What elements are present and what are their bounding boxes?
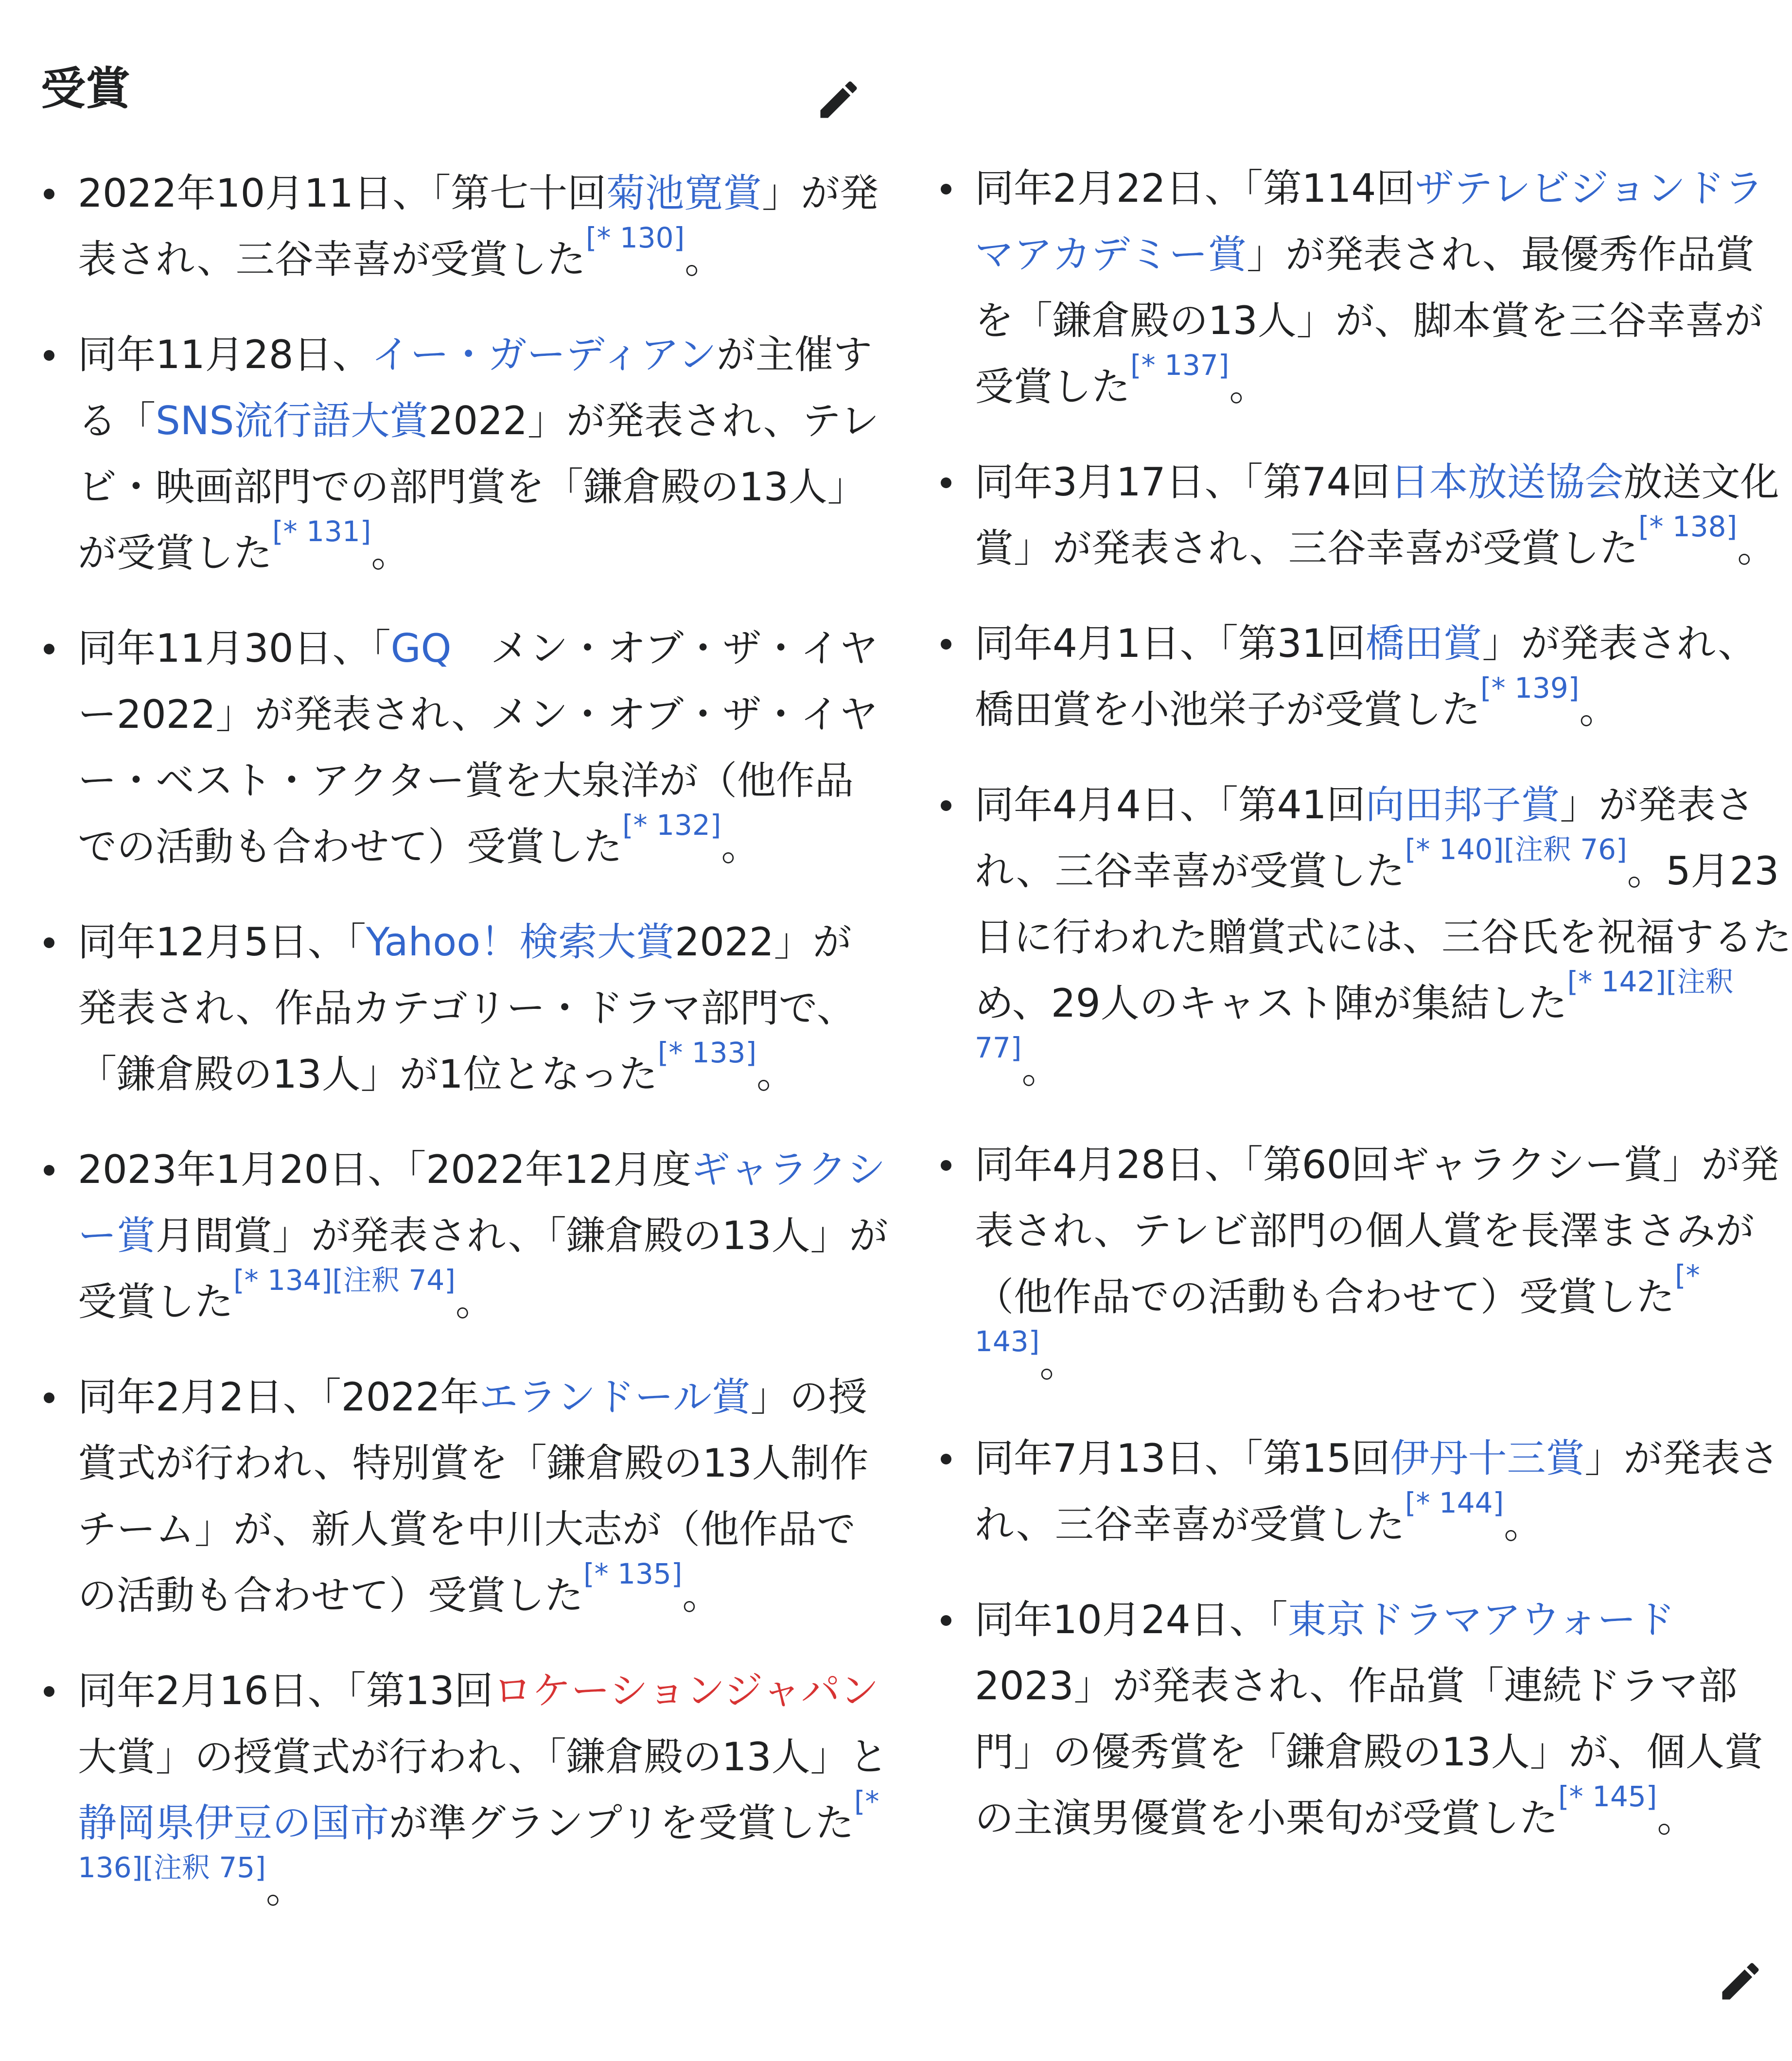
list-item: 同年12月5日、「Yahoo！検索大賞2022」が発表され、作品カテゴリー・ドラマ部門で、「鎌倉殿の13人」が1位となった[* 133]。	[0, 909, 890, 1108]
list-item: 2023年1月20日、「2022年12月度ギャラクシー賞月間賞」が発表され、「鎌倉殿の13人」が受賞した[* 134][注釈 74]。	[0, 1137, 890, 1335]
reference-link[interactable]: [* 134]	[233, 1263, 333, 1297]
link-izunokuni-city[interactable]: 静岡県伊豆の国市	[78, 1800, 389, 1846]
list-item: 同年7月13日、「第15回伊丹十三賞」が発表され、三谷幸喜が受賞した[* 144]。	[895, 1426, 1792, 1558]
pencil-icon[interactable]	[814, 75, 863, 124]
reference-link[interactable]: [* 133]	[657, 1036, 757, 1069]
reference-link[interactable]: [* 140]	[1405, 832, 1504, 866]
reference-link[interactable]: [* 138]	[1638, 510, 1738, 543]
link-sns-buzzword-award[interactable]: SNS流行語大賞	[156, 398, 429, 443]
reference-link[interactable]: [* 143]	[975, 1258, 1700, 1358]
link-television-drama-academy-award[interactable]: ザテレビジョンドラマアカデミー賞	[975, 166, 1764, 277]
list-item: 同年10月24日、「東京ドラマアウォード2023」が発表され、作品賞「連続ドラマ部門」の優秀賞を「鎌倉殿の13人」が、個人賞の主演男優賞を小栗旬が受賞した[* 145]。	[895, 1587, 1792, 1851]
note-link[interactable]: [注釈 75]	[142, 1850, 266, 1884]
list-item: 同年11月28日、イー・ガーディアンが主催する「SNS流行語大賞2022」が発表され、テレビ・映画部門での部門賞を「鎌倉殿の13人」が受賞した[* 131]。	[0, 322, 890, 586]
awards-list-right	[895, 156, 1792, 1881]
list-item: 同年4月28日、「第60回ギャラクシー賞」が発表され、テレビ部門の個人賞を長澤まさみが（他作品での活動も合わせて）受賞した[* 143]。	[895, 1132, 1792, 1396]
link-itami-juzo-award[interactable]: 伊丹十三賞	[1390, 1436, 1585, 1481]
list-item: 同年4月1日、「第31回橋田賞」が発表され、橋田賞を小池栄子が受賞した[* 139]。	[895, 611, 1792, 743]
list-item: 同年11月30日、「GQ メン・オブ・ザ・イヤー2022」が発表され、メン・オブ・ザ・イヤー・ベスト・アクター賞を大泉洋が（他作品での活動も合わせて）受賞した[* 132]。	[0, 616, 890, 880]
reference-link[interactable]: [* 131]	[272, 514, 371, 548]
link-mukoda-kuniko-award[interactable]: 向田邦子賞	[1365, 782, 1560, 828]
note-link[interactable]: [注釈 76]	[1504, 832, 1627, 866]
reference-link[interactable]: [* 132]	[622, 808, 721, 842]
reference-link[interactable]: [* 135]	[583, 1557, 683, 1590]
list-item: 同年3月17日、「第74回日本放送協会放送文化賞」が発表され、三谷幸喜が受賞した[* 138]。	[895, 449, 1792, 581]
list-item: 同年4月4日、「第41回向田邦子賞」が発表され、三谷幸喜が受賞した[* 140][注釈 76]。5月23日に行われた贈賞式には、三谷氏を祝福するため、29人のキャスト陣が集結した[* 142][注釈 77]。	[895, 772, 1792, 1103]
link-e-guardian[interactable]: イー・ガーディアン	[371, 332, 717, 377]
link-kikuchi-kan-prize[interactable]: 菊池寛賞	[606, 171, 762, 216]
reference-link[interactable]: [* 130]	[585, 221, 685, 254]
reference-link[interactable]: [* 136]	[78, 1784, 879, 1884]
pencil-icon[interactable]	[1716, 1957, 1765, 2006]
reference-link[interactable]: [* 142]	[1567, 965, 1667, 998]
link-yahoo-search-award[interactable]: Yahoo！検索大賞	[366, 919, 675, 965]
reference-link[interactable]: [* 139]	[1480, 671, 1580, 705]
link-hashida-award[interactable]: 橋田賞	[1365, 621, 1482, 666]
note-link[interactable]: [注釈 74]	[332, 1263, 456, 1297]
reference-link[interactable]: [* 144]	[1405, 1486, 1504, 1519]
link-nhk[interactable]: 日本放送協会	[1390, 459, 1624, 505]
link-gq[interactable]: GQ	[390, 626, 452, 671]
list-item: 2022年10月11日、「第七十回菊池寛賞」が発表され、三谷幸喜が受賞した[* 130]。	[0, 160, 890, 293]
link-galaxy-award[interactable]: ギャラクシー賞	[78, 1147, 886, 1258]
list-item: 同年2月2日、「2022年エランドール賞」の授賞式が行われ、特別賞を「鎌倉殿の13人制作チーム」が、新人賞を中川大志が（他作品での活動も合わせて）受賞した[* 135]。	[0, 1364, 890, 1629]
redlink-location-japan[interactable]: ロケーションジャパン	[493, 1668, 879, 1713]
link-tokyo-drama-award[interactable]: 東京ドラマアウォード	[1287, 1597, 1675, 1642]
reference-link[interactable]: [* 145]	[1558, 1779, 1657, 1813]
reference-link[interactable]: [* 137]	[1130, 348, 1230, 382]
list-item: 同年2月16日、「第13回ロケーションジャパン大賞」の授賞式が行われ、「鎌倉殿の13人」と静岡県伊豆の国市が準グランプリを受賞した[* 136][注釈 75]。	[0, 1658, 890, 1922]
note-link[interactable]: [注釈 77]	[975, 965, 1734, 1064]
link-elan-dor-award[interactable]: エランドール賞	[479, 1374, 751, 1420]
list-item: 同年2月22日、「第114回ザテレビジョンドラマアカデミー賞」が発表され、最優秀作品賞を「鎌倉殿の13人」が、脚本賞を三谷幸喜が受賞した[* 137]。	[895, 156, 1792, 420]
section-heading: 受賞	[41, 63, 131, 115]
awards-list-left	[0, 160, 890, 1952]
